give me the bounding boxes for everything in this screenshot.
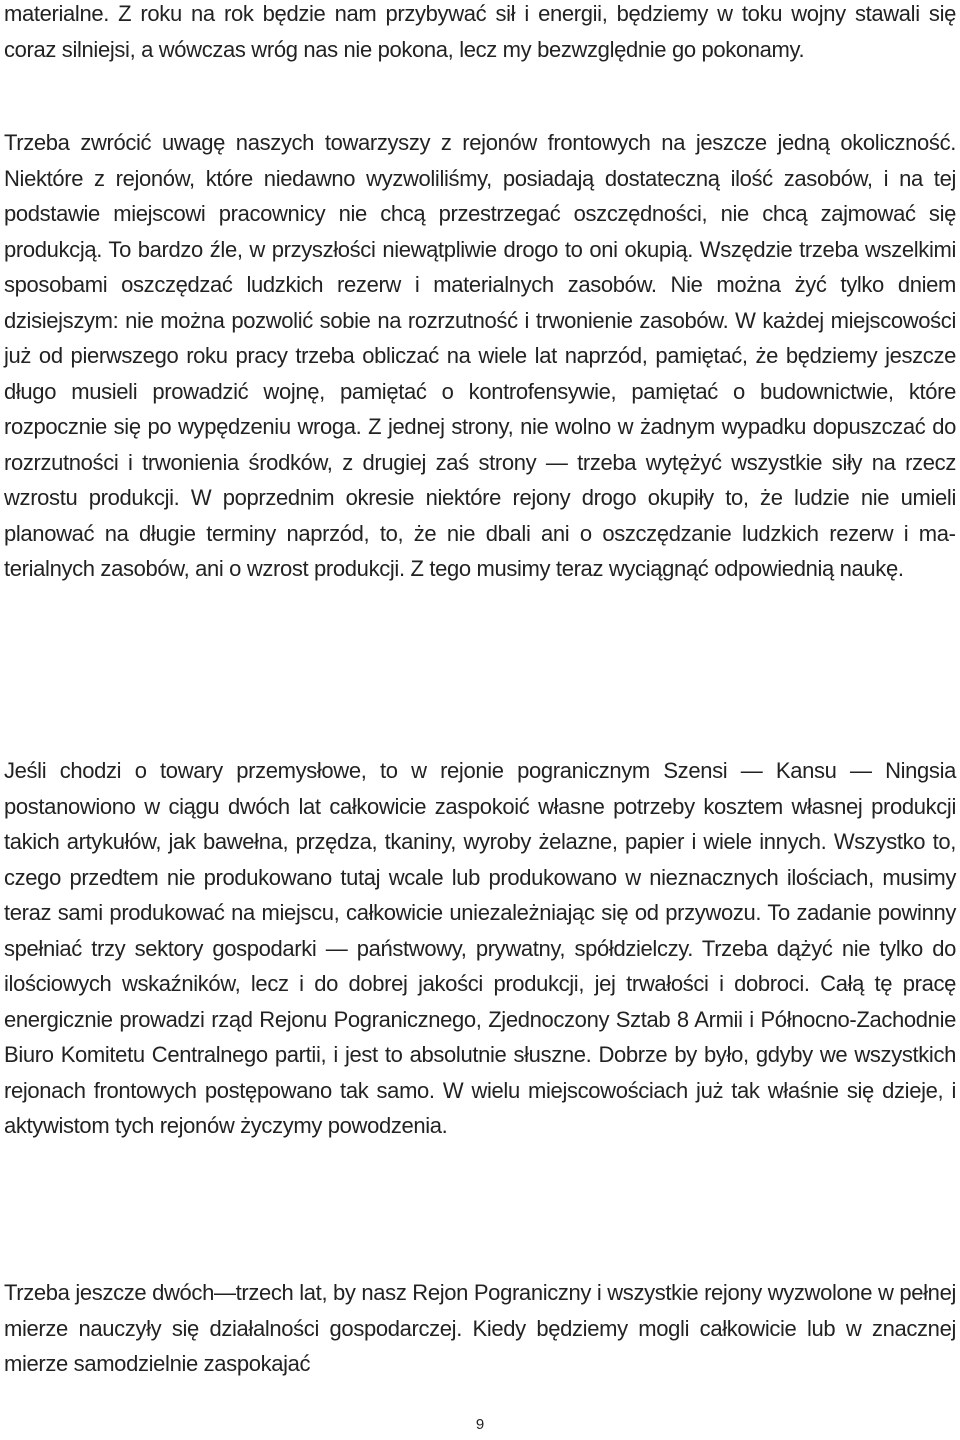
paragraph-3: Jeśli chodzi o towary przemysłowe, to w rejonie pogranicznym Szensi — Kansu — Ningsia postanowiono w ciągu dwóch lat całkowicie zaspokoić własne potrzeby kosztem własnej produkcji takich artykułów, jak bawełna, przędza, tkaniny, wyroby żelazne, papier i wiele innych. Wszystko to, czego przedtem nie produkowano tutaj wcale lub produkowano w nieznacznych ilościach, musimy teraz sami produkować na miejscu, całkowicie uniezależniając się od przywozu. To zadanie powinny spełniać trzy sektory gospodarki — państwowy, prywatny, spółdzielczy. Trzeba dążyć nie tylko do ilościowych wskaźników, lecz i do dobrej jakości produkcji, jej trwałości i dobroci. Całą tę pracę energicznie prowadzi rząd Rejonu Pogranicznego, Zjednoczony Sztab 8 Armii i Północno-Zachodnie Biuro Komitetu Centralnego partii, i jest to absolutnie słuszne. Dobrze by było, gdyby we wszystkich rejonach frontowych postępowano tak samo. W wielu miejscowościach już tak właśnie się dzieje, i aktywistom tych rejonów życzymy powodzenia. (4, 758, 956, 1138)
paragraph-1: materialne. Z roku na rok będzie nam przybywać sił i energii, będziemy w toku wojny stawali się coraz silniejsi, a wówczas wróg nas nie pokona, lecz my bezwzględnie go pokonamy. (4, 1, 956, 62)
page-number: 9 (475, 1416, 485, 1433)
paragraph-4: Trzeba jeszcze dwóch—trzech lat, by nasz Rejon Pograniczny i wszystkie rejony wyzwolone w pełnej mierze nauczyły się działalności gospodarczej. Kiedy będziemy mogli całkowicie lub w znacznej mierze samodzielnie zaspokajać (4, 1280, 956, 1376)
paragraph-2: Trzeba zwrócić uwagę naszych towarzyszy z rejonów frontowych na jeszcze jedną okoliczność. Niektóre z rejonów, które niedawno wyzwoliliśmy, posiadają dostateczną ilość zasobów, i na tej podstawie miejscowi pracownicy nie chcą przestrzegać oszczędności, nie chcą zajmować się produkcją. To bardzo źle, w przyszłości niewątpliwie drogo to oni okupią. Wszędzie trzeba wszelkimi sposobami oszczędzać ludzkich rezerw i materialnych zasobów. Nie można żyć tylko dniem dzisiejszym: nie można pozwolić sobie na rozrzutność i trwonienie zasobów. W każdej miejscowości już od pierwszego roku pracy trzeba obliczać na wiele lat naprzód, pamiętać, że będziemy jeszcze długo musieli prowadzić wojnę, pamiętać o kontrofensywie, pamiętać o budownictwie, które rozpocznie się po wypędzeniu wroga. Z jednej strony, nie wolno w żadnym wypadku dopuszczać do rozrzutności i trwonienia środków, z drugiej zaś strony — trzeba wytężyć wszystkie siły na rzecz wzrostu produkcji. W poprzednim okresie niektóre rejony drogo okupiły to, że ludzie nie umieli planować na długie terminy naprzód, to, że nie dbali ani o oszczędzanie ludzkich rezerw i materialnych zasobów, ani o wzrost produkcji. Z tego musimy teraz wyciągnąć odpowiednią naukę. (4, 130, 956, 581)
